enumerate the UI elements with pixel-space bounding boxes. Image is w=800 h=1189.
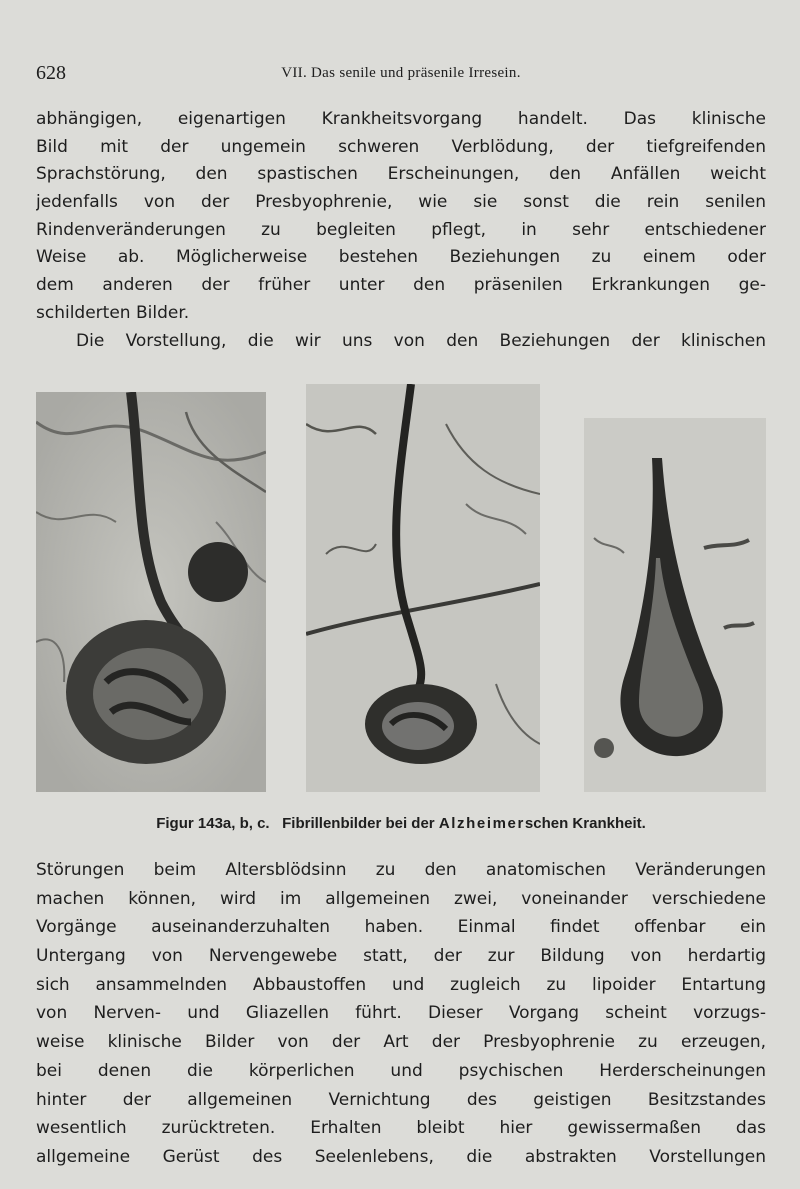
bottom-paragraph — [36, 856, 766, 1172]
text-line: Vorgänge auseinanderzuhalten haben. Einmal findet offenbar ein — [36, 917, 766, 938]
caption-suffix: schen Krankheit. — [524, 815, 646, 832]
top-paragraph — [36, 106, 766, 355]
text-line: dem anderen der früher unter den präsenilen Erkrankungen ge- — [36, 275, 766, 296]
text-line: Weise ab. Möglicherweise bestehen Beziehungen zu einem oder — [36, 247, 766, 268]
figure-number: Figur 143a, b, c. — [156, 815, 270, 832]
text-line: bei denen die körperlichen und psychischen Herderscheinungen — [36, 1060, 766, 1081]
page-header — [36, 62, 766, 90]
text-line: machen können, wird im allgemeinen zwei, voneinander verschiedene — [36, 888, 766, 909]
text-line: wesentlich zurücktreten. Erhalten bleibt hier gewissermaßen das — [36, 1118, 766, 1139]
text-line: Sprachstörung, den spastischen Erscheinungen, den Anfällen weicht — [36, 164, 766, 185]
figure-panel-b — [306, 384, 540, 792]
caption-text: Fibrillenbilder bei der — [282, 815, 435, 832]
caption-eponym: Alzheimer — [438, 815, 525, 832]
text-line: abhängigen, eigenartigen Krankheitsvorgang handelt. Das klinische — [36, 109, 766, 129]
text-line: jedenfalls von der Presbyophrenie, wie sie sonst die rein senilen — [36, 192, 766, 213]
text-line: Rindenveränderungen zu begleiten pflegt, in sehr entschiedener — [36, 219, 766, 240]
figure-panel-a — [36, 392, 266, 792]
paragraph-start-line: Die Vorstellung, die wir uns von den Beziehungen der klinischen — [76, 330, 766, 351]
text-line: hinter der allgemeinen Vernichtung des geistigen Besitzstandes — [36, 1089, 766, 1110]
running-title: VII. Das senile und präsenile Irresein. — [281, 65, 521, 81]
text-line: von Nerven- und Gliazellen führt. Dieser Vorgang scheint vorzugs- — [36, 1003, 766, 1024]
text-line: Untergang von Nervengewebe statt, der zur Bildung von herdartig — [36, 946, 766, 967]
neurofibril-micrograph-c — [584, 418, 766, 792]
text-line: allgemeine Gerüst des Seelenlebens, die abstrakten Vorstellungen — [36, 1146, 766, 1167]
text-line: Störungen beim Altersblödsinn zu den anatomischen Veränderungen — [36, 860, 766, 880]
neurofibril-micrograph-a — [36, 392, 266, 792]
figure-panel-c — [584, 418, 766, 792]
text-line: schilderten Bilder. — [36, 302, 190, 323]
text-line: sich ansammelnden Abbaustoffen und zugleich zu lipoider Entartung — [36, 974, 766, 995]
figure-caption — [36, 815, 766, 832]
text-line: weise klinische Bilder von der Art der Presbyophrenie zu erzeugen, — [36, 1032, 766, 1053]
page-number: 628 — [36, 62, 66, 84]
neurofibril-micrograph-b — [306, 384, 540, 792]
text-line: Bild mit der ungemein schweren Verblödung, der tiefgreifenden — [36, 136, 766, 157]
